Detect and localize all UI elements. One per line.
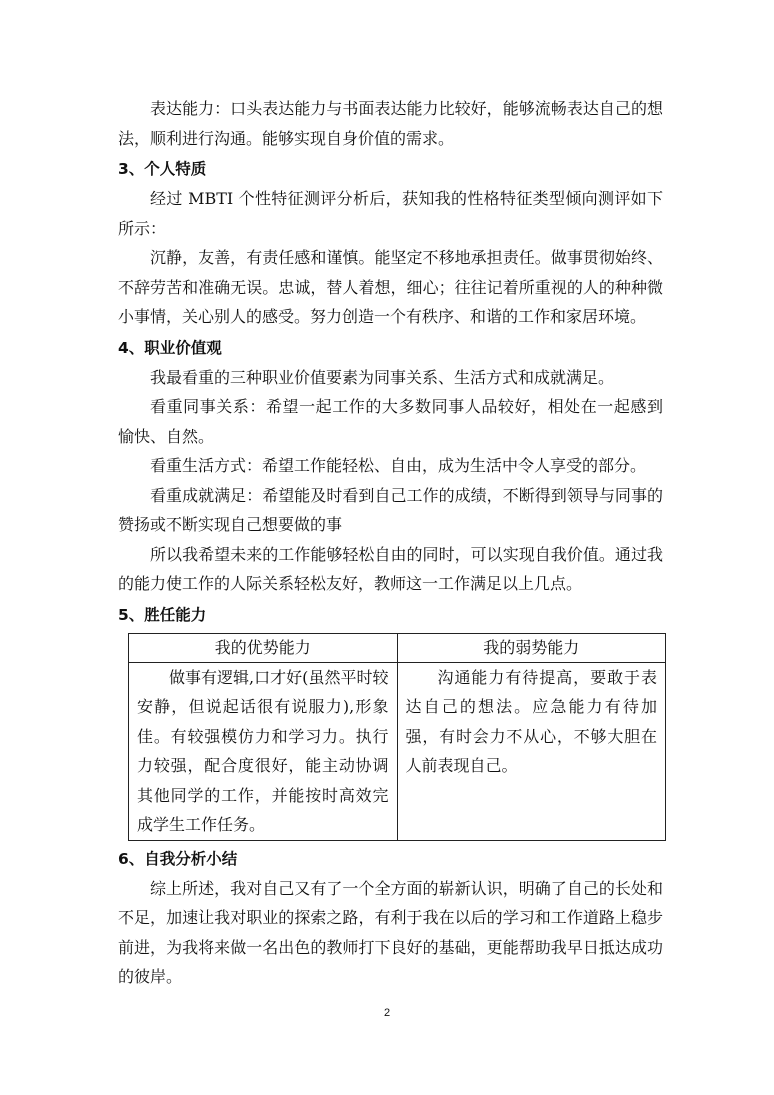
weaknesses-header: 我的弱势能力 — [397, 633, 666, 662]
strengths-cell: 做事有逻辑,口才好(虽然平时较安静，但说起话很有说服力),形象佳。有较强模仿力和学习力。执行力较强，配合度很好，能主动协调其他同学的工作，并能按时高效完成学生工作任务。 — [129, 662, 398, 840]
page-number: 2 — [383, 1007, 391, 1019]
summary-paragraph: 综上所述，我对自己又有了一个全方面的崭新认识，明确了自己的长处和不足，加速让我对职业的探索之路，有利于我在以后的学习和工作道路上稳步前进，为我将来做一名出色的教师打下良好的基础，更能帮助我早日抵达成功的彼岸。 — [118, 878, 663, 986]
values-intro-paragraph: 我最看重的三种职业价值要素为同事关系、生活方式和成就满足。 — [150, 367, 615, 387]
values-achievement-paragraph: 看重成就满足：希望能及时看到自己工作的成绩，不断得到领导与同事的赞扬或不断实现自己想要做的事 — [118, 485, 663, 534]
expression-paragraph: 表达能力：口头表达能力与书面表达能力比较好，能够流畅表达自己的想法，顺利进行沟通。能够实现自身价值的需求。 — [118, 99, 663, 148]
ability-table — [128, 633, 666, 841]
ability-table-row — [129, 662, 666, 840]
personality-intro-paragraph: 经过 MBTI 个性特征测评分析后，获知我的性格特征类型倾向测评如下所示： — [118, 189, 663, 238]
values-colleague-paragraph: 看重同事关系：希望一起工作的大多数同事人品较好，相处在一起感到 愉快、自然。 — [118, 397, 663, 446]
personality-description-paragraph: 沉静，友善，有责任感和谨慎。能坚定不移地承担责任。做事贯彻始终、不辞劳苦和准确无误。忠诚，替人着想，细心；往往记着所重视的人的种种微小事情，关心别人的感受。努力创造一个有秩序、和谐的工作和家居环境。 — [118, 248, 663, 326]
values-conclusion-paragraph: 所以我希望未来的工作能够轻松自由的同时，可以实现自我价值。通过我的能力使工作的人际关系轻松友好，教师这一工作满足以上几点。 — [118, 544, 663, 593]
heading-self-analysis-summary: 6、自我分析小结 — [118, 849, 238, 868]
heading-career-values: 4、职业价值观 — [118, 338, 222, 357]
page-content — [118, 94, 663, 992]
strengths-header: 我的优势能力 — [129, 633, 398, 662]
heading-personal-traits: 3、个人特质 — [118, 160, 207, 178]
weaknesses-cell: 沟通能力有待提高，要敢于表达自己的想法。应急能力有待加强，有时会力不从心，不够大胆在人前表现自己。 — [397, 662, 666, 840]
ability-table-header-row — [129, 633, 666, 662]
values-lifestyle-paragraph: 看重生活方式：希望工作能轻松、自由，成为生活中令人享受的部分。 — [150, 456, 647, 475]
heading-competency: 5、胜任能力 — [118, 605, 207, 624]
